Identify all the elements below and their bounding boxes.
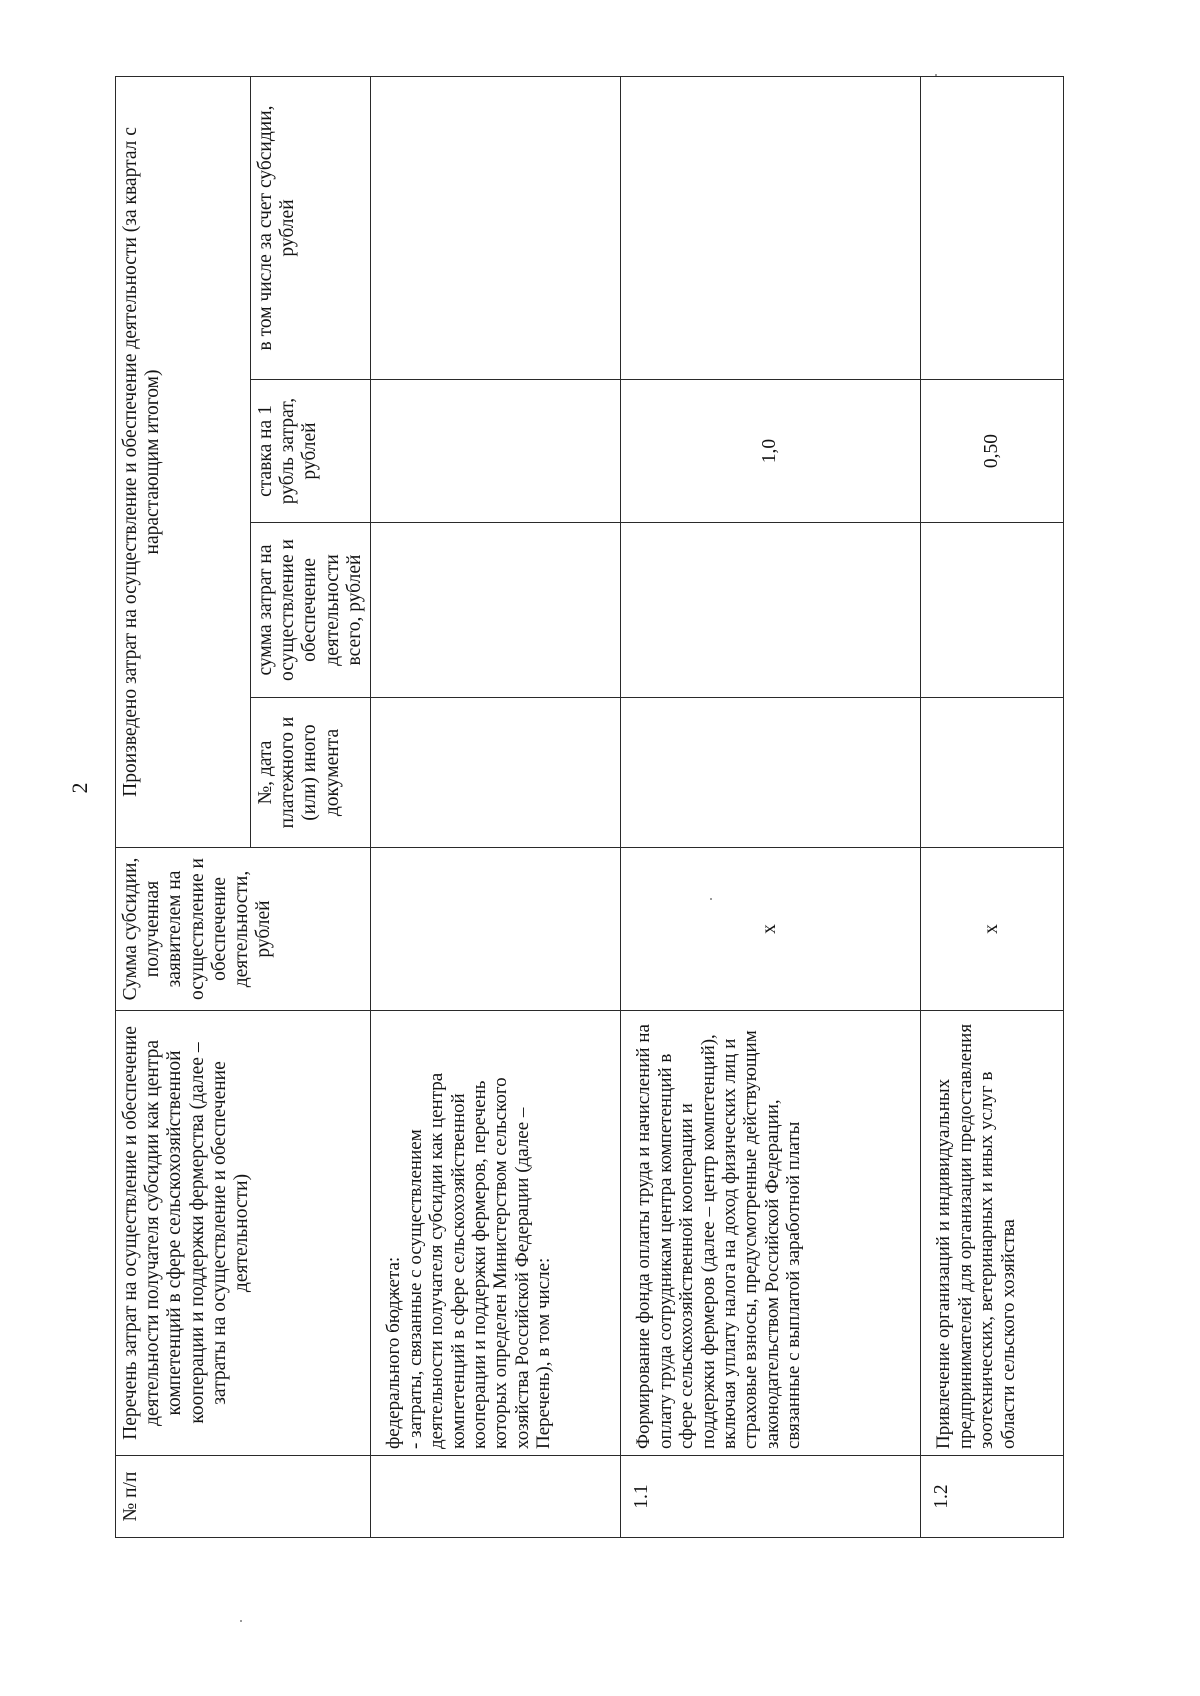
row-document bbox=[621, 698, 921, 848]
header-document: №, дата платежного и (или) иного документа bbox=[251, 698, 371, 848]
row-total bbox=[371, 523, 621, 698]
scan-speck bbox=[710, 898, 712, 900]
header-total-expenses: сумма затрат на осуществление и обеспечение деятельности всего, рублей bbox=[251, 523, 371, 698]
row-description: Привлечение организаций и индивидуальных предпринимателей для организации предоставления зоотехнических, ветеринарных и иных услуг в области сельского хозяйства bbox=[921, 1011, 1064, 1456]
row-num bbox=[371, 1456, 621, 1538]
header-rate-per-ruble: ставка на 1 рубль затрат, рублей bbox=[251, 380, 371, 523]
row-document bbox=[921, 698, 1064, 848]
row-num: 1.1 bbox=[621, 1456, 921, 1538]
row-total bbox=[621, 523, 921, 698]
page-number: 2 bbox=[67, 782, 92, 794]
row-description: Формирование фонда оплаты труда и начислений на оплату труда сотрудникам центра компетенций в сфере сельскохозяйственной кооперации и поддержки фермеров (далее – центр компетенций), включая уплату налога на доход физических лиц и страховые взносы, предусмотренные действующим законодательством Российской Федерации, связанные с выплатой заработной платы bbox=[621, 1011, 921, 1456]
scan-speck bbox=[240, 1620, 242, 1622]
row-total bbox=[921, 523, 1064, 698]
row-rate: 0,50 bbox=[921, 380, 1064, 523]
header-expense-list: Перечень затрат на осуществление и обеспечение деятельности получателя субсидии как центра компетенций в сфере сельскохозяйственной кооперации и поддержки фермерства (далее – затраты на осуществление и обеспечение деятельности) bbox=[116, 1011, 371, 1456]
row-rate: 1,0 bbox=[621, 380, 921, 523]
table-row bbox=[371, 76, 621, 1537]
row-subsidy: x bbox=[921, 848, 1064, 1011]
header-row-1 bbox=[116, 76, 251, 1537]
row-document bbox=[371, 698, 621, 848]
row-including-subsidy bbox=[621, 76, 921, 379]
row-num: 1.2 bbox=[921, 1456, 1064, 1538]
header-num: № п/п bbox=[116, 1456, 371, 1538]
row-description: федерального бюджета: - затраты, связанные с осуществлением деятельности получателя субсидии как центра компетенций в сфере сельскохозяйственной кооперации и поддержки фермеров, перечень которых определен Министерством сельского хозяйства Российской Федерации (далее – Перечень), в том числе: bbox=[371, 1011, 621, 1456]
table-row bbox=[921, 76, 1064, 1537]
rotated-table-container bbox=[115, 77, 1063, 1538]
header-produced-expenses: Произведено затрат на осуществление и обеспечение деятельности (за квартал с нарастающим итогом) bbox=[116, 76, 251, 847]
scan-speck bbox=[935, 74, 937, 76]
row-subsidy: x bbox=[621, 848, 921, 1011]
header-including-subsidy: в том числе за счет субсидии, рублей bbox=[251, 76, 371, 379]
expense-report-table bbox=[115, 76, 1064, 1538]
row-rate bbox=[371, 380, 621, 523]
row-including-subsidy bbox=[371, 76, 621, 379]
table-row bbox=[621, 76, 921, 1537]
header-subsidy-amount: Сумма субсидии, полученная заявителем на осуществление и обеспечение деятельности, рублей bbox=[116, 848, 371, 1011]
row-subsidy bbox=[371, 848, 621, 1011]
row-including-subsidy bbox=[921, 76, 1064, 379]
